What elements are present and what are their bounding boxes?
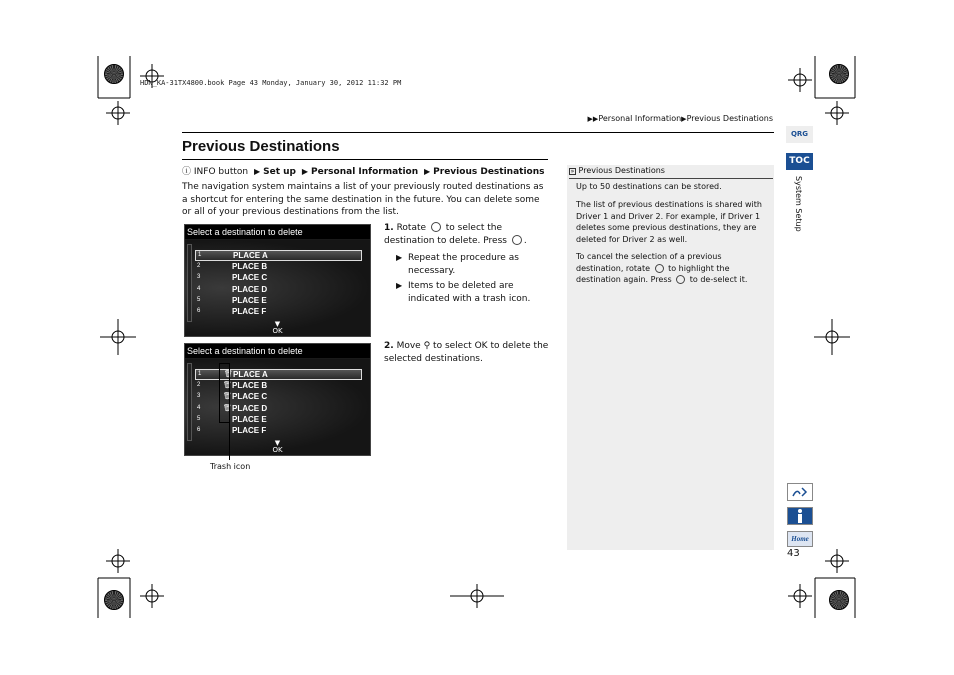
procedure-path <box>182 164 544 177</box>
section-label: System Setup <box>794 176 803 232</box>
ok-button[interactable] <box>272 440 282 454</box>
step-text: . <box>523 235 527 246</box>
step-text: Rotate <box>396 223 427 233</box>
row-number: 1 <box>198 371 202 377</box>
path-item-personal-information: Personal Information <box>311 167 419 177</box>
list-item[interactable] <box>195 296 362 307</box>
trash-icon: 🗑 <box>223 393 232 400</box>
row-label: PLACE C <box>232 392 268 401</box>
arrow-right-icon: ▶ <box>396 281 403 290</box>
step-text: to delete the selected destinations. <box>384 341 549 364</box>
note-text: To cancel the selection of a previous destination, rotate <box>576 252 722 273</box>
note-heading-label: Previous Destinations <box>578 166 665 175</box>
row-number: 3 <box>197 274 201 280</box>
step-text: to select <box>433 341 472 351</box>
arrow-right-icon: ▶ <box>396 253 403 262</box>
scrollbar <box>187 363 192 441</box>
step-text: Move <box>396 341 421 351</box>
row-number: 1 <box>198 252 202 258</box>
row-label: PLACE D <box>232 404 268 413</box>
row-number: 5 <box>197 416 201 422</box>
substep-text: Items to be deleted are indicated with a trash icon. <box>408 281 531 304</box>
list-item[interactable] <box>195 250 362 261</box>
step-number: 2. <box>384 341 394 351</box>
row-label: PLACE F <box>232 307 267 316</box>
trash-icon: 🗑 <box>223 405 232 412</box>
qrg-tab[interactable]: QRG <box>786 126 813 143</box>
row-number: 4 <box>197 286 201 292</box>
row-number: 3 <box>197 393 201 399</box>
row-label: PLACE F <box>232 426 267 435</box>
intro-paragraph: The navigation system maintains a list of your previously routed destinations as a shortcut for entering the same destination in the future. You can delete some or all of your previous destinations from the list. <box>182 182 544 217</box>
ok-label: OK <box>272 327 283 335</box>
note-text: to de-select it. <box>689 275 748 284</box>
breadcrumb-item-previous-destinations[interactable]: Previous Destinations <box>686 114 773 123</box>
row-number: 5 <box>197 297 201 303</box>
breadcrumb <box>588 114 773 123</box>
home-tab[interactable] <box>787 531 813 547</box>
note-heading-rule <box>569 178 773 179</box>
row-label: PLACE A <box>233 370 268 379</box>
step-1 <box>384 222 550 247</box>
row-label: PLACE B <box>232 262 268 271</box>
row-label: PLACE A <box>233 251 268 260</box>
row-label: PLACE B <box>232 381 268 390</box>
row-label: PLACE C <box>232 273 268 282</box>
row-number: 2 <box>197 263 201 269</box>
enter-button-icon <box>676 275 685 284</box>
list-item[interactable] <box>195 285 362 296</box>
index-tab[interactable] <box>787 507 813 525</box>
ok-label: OK <box>272 446 283 454</box>
home-label: Home <box>791 535 809 543</box>
arrow-right-icon: ▶ <box>301 167 309 176</box>
step-1-substep <box>396 280 548 305</box>
breadcrumb-item-personal-information[interactable]: Personal Information <box>598 114 682 123</box>
trash-icon: 🗑 <box>224 371 233 378</box>
nav-screen-1 <box>184 224 371 337</box>
row-label: PLACE E <box>232 296 267 305</box>
trash-callout-bracket <box>219 363 230 423</box>
screen-list <box>185 359 370 455</box>
enter-button-icon <box>512 235 522 245</box>
trash-icon: 🗑 <box>223 382 232 389</box>
page-number: 43 <box>787 548 800 559</box>
row-number: 2 <box>197 382 201 388</box>
row-label: PLACE D <box>232 285 268 294</box>
list-item[interactable] <box>195 307 362 318</box>
row-number: 4 <box>197 405 201 411</box>
title-rule <box>182 132 774 133</box>
step-text: to select the destination to delete. Press <box>384 223 507 246</box>
info-button-icon: ⓘ <box>182 167 192 177</box>
page-title: Previous Destinations <box>182 138 340 155</box>
screen-header: Select a destination to delete <box>185 225 370 239</box>
step-number: 1. <box>384 223 394 233</box>
voice-command-icon <box>788 484 812 500</box>
trash-icon-caption: Trash icon <box>210 462 251 471</box>
path-start: INFO button <box>193 167 249 177</box>
chevron-down-icon: ▼ <box>274 439 281 447</box>
list-item[interactable] <box>195 273 362 284</box>
ok-reference: OK <box>474 341 488 351</box>
nav-screen-2 <box>184 343 371 456</box>
note-paragraph-2: The list of previous destinations is shared with Driver 1 and Driver 2. For example, if Driver 1 deletes some previous destinations, they are deleted for Driver 2 as well. <box>576 200 762 244</box>
list-item[interactable] <box>195 426 362 437</box>
rotate-knob-icon <box>431 222 441 232</box>
joystick-icon: ⚲ <box>423 341 431 351</box>
print-file-header: HDN_KA-31TX4800.book Page 43 Monday, January 30, 2012 11:32 PM <box>140 79 402 87</box>
step-2 <box>384 340 550 365</box>
row-number: 6 <box>197 427 201 433</box>
title-underline <box>182 159 548 160</box>
arrow-right-icon: ▶ <box>681 115 687 123</box>
rotate-knob-icon <box>655 264 664 273</box>
note-paragraph-3 <box>576 251 768 286</box>
list-item[interactable] <box>195 262 362 273</box>
screen-header: Select a destination to delete <box>185 344 370 358</box>
path-item-previous-destinations: Previous Destinations <box>433 167 545 177</box>
trash-callout-line <box>229 423 230 460</box>
arrow-right-icon: ▶ <box>424 167 431 176</box>
note-paragraph-1: Up to 50 destinations can be stored. <box>576 182 722 191</box>
note-heading <box>569 166 665 175</box>
row-label: PLACE E <box>232 415 267 424</box>
note-text: to highlight the destination again. Press <box>576 263 730 284</box>
arrow-right-icon: ▶ <box>253 167 261 176</box>
note-icon: » <box>570 168 575 175</box>
path-item-set-up: Set up <box>263 167 296 177</box>
arrow-right-icon: ▶▶ <box>587 115 599 123</box>
scrollbar <box>187 244 192 322</box>
voice-command-tab[interactable] <box>787 483 813 501</box>
info-icon <box>788 508 812 524</box>
chevron-down-icon: ▼ <box>274 320 281 328</box>
substep-text: Repeat the procedure as necessary. <box>408 253 519 276</box>
ok-button[interactable] <box>272 321 282 335</box>
screen-list <box>185 240 370 336</box>
step-1-substep <box>396 252 548 277</box>
toc-tab[interactable]: TOC <box>786 153 813 170</box>
row-number: 6 <box>197 308 201 314</box>
